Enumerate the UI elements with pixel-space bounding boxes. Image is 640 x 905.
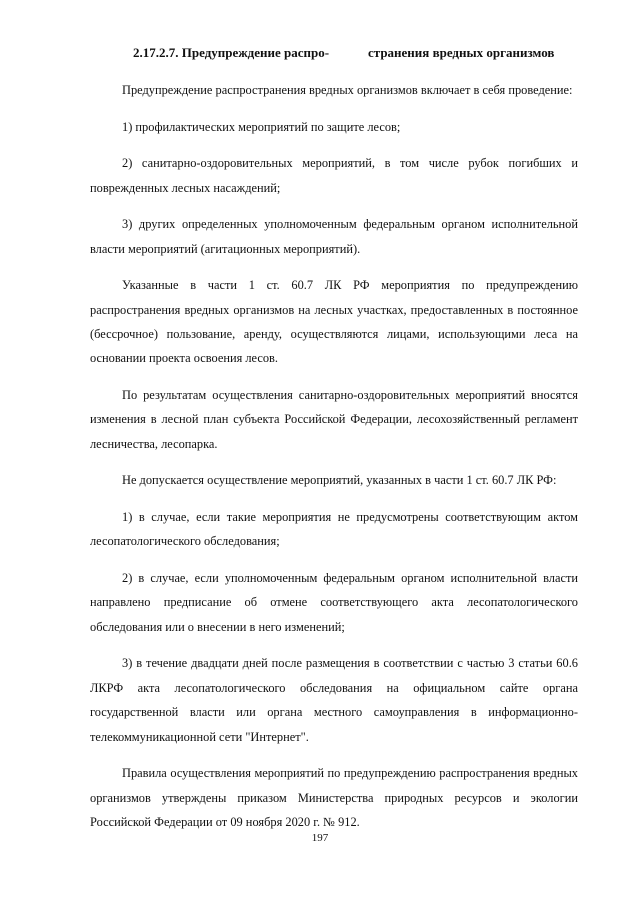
paragraph-prohibition-item-2: 2) в случае, если уполномоченным федеральным органом исполнительной власти направлено предписание об отмене соответствующего акта лесопатологического обследования или о внесении в него изменений; <box>90 571 578 634</box>
section-heading-part-1: 2.17.2.7. Предупреждение распро- <box>133 45 330 60</box>
page-number: 197 <box>311 832 329 844</box>
paragraph-prohibition: Не допускается осуществление мероприятий, указанных в части 1 ст. 60.7 ЛК РФ: <box>122 473 557 488</box>
paragraph-list-item-2: 2) санитарно-оздоровительных мероприятий, в том числе рубок погибших и поврежденных лесных насаждений; <box>90 156 578 195</box>
paragraph-prohibition-item-3: 3) в течение двадцати дней после размещения в соответствии с частью 3 статьи 60.6 ЛКРФ акта лесопатологического обследования на официальном сайте органа государственной власти или органа местного самоуправления в информационно-телекоммуникационной сети "Интернет". <box>90 656 578 744</box>
paragraph-rules: Правила осуществления мероприятий по предупреждению распространения вредных организмов утверждены приказом Министерства природных ресурсов и экологии Российской Федерации от 09 ноября 2020 г. № 912. <box>90 766 578 830</box>
paragraph-intro: Предупреждение распространения вредных организмов включает в себя проведение: <box>122 83 573 97</box>
body-text <box>90 78 578 847</box>
paragraph-measures: Указанные в части 1 ст. 60.7 ЛК РФ мероприятия по предупреждению распространения вредных организмов на лесных участках, предоставленных в постоянное (бессрочное) пользование, аренду, осуществляются лицами, использующими леса на основании проекта освоения лесов. <box>90 278 578 366</box>
section-heading-part-2: странения вредных организмов <box>368 45 555 60</box>
paragraph-results: По результатам осуществления санитарно-оздоровительных мероприятий вносятся изменения в лесной план субъекта Российской Федерации, лесохозяйственный регламент лесничества, лесопарка. <box>90 388 578 451</box>
paragraph-list-item-1: 1) профилактических мероприятий по защите лесов; <box>122 119 401 134</box>
paragraph-prohibition-item-1: 1) в случае, если такие мероприятия не предусмотрены соответствующим актом лесопатологического обследования; <box>90 510 578 549</box>
paragraph-list-item-3: 3) других определенных уполномоченным федеральным органом исполнительной власти мероприятий (агитационных мероприятий). <box>90 217 578 256</box>
section-heading <box>0 43 640 63</box>
